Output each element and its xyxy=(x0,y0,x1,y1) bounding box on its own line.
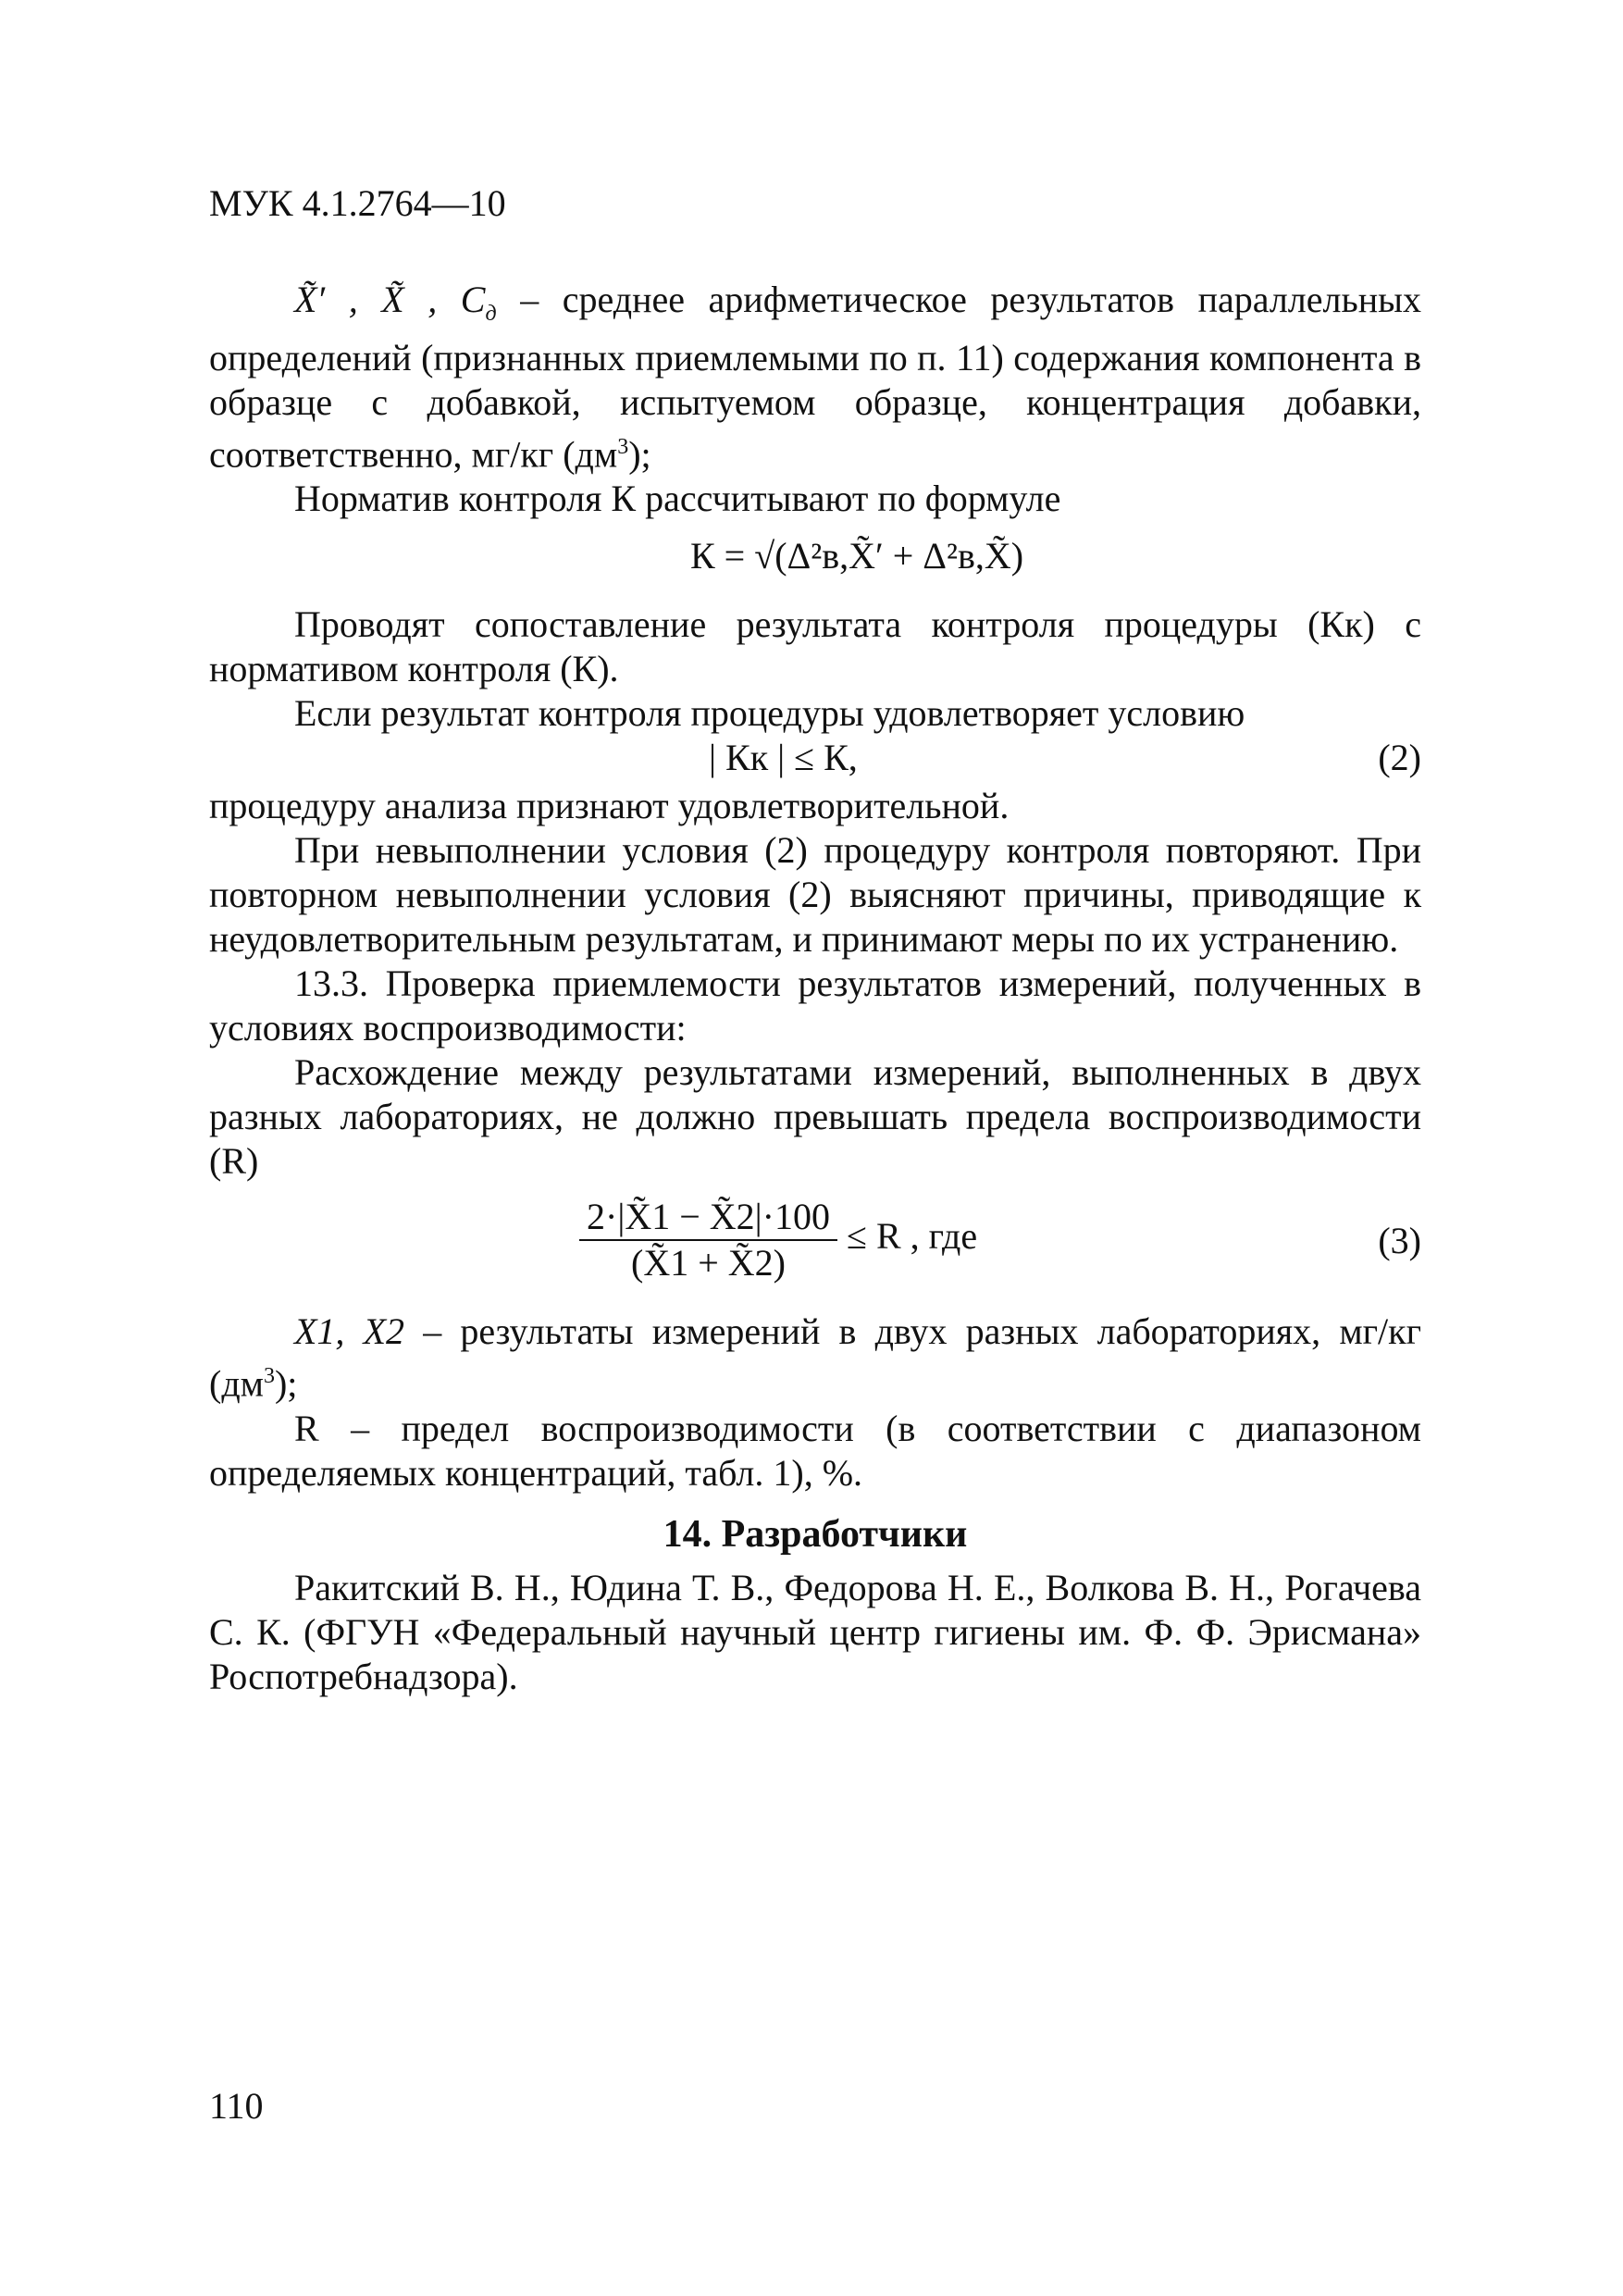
formula-3-number: (3) xyxy=(1378,1220,1421,1262)
formula-k-expression: К = √(Δ²в,X̃′ + Δ²в,X̃) xyxy=(690,535,1024,577)
x-vars-end: ); xyxy=(274,1362,298,1405)
x-vars-sup: 3 xyxy=(263,1364,275,1389)
page-number: 110 xyxy=(209,2085,264,2127)
x-vars-text: – результаты измерений в двух разных лабораториях, мг/кг (дм xyxy=(209,1310,1421,1405)
definition-end: ); xyxy=(628,433,651,476)
paragraph-r-definition: R – предел воспроизводимости (в соответствии с диапазоном определяемых концентраций, табл. 1), %. xyxy=(209,1407,1421,1494)
formula-3-rest: ≤ R , где xyxy=(847,1215,978,1258)
unit-superscript: 3 xyxy=(617,435,629,459)
paragraph-comparison: Проводят сопоставление результата контроля процедуры (Кк) с нормативом контроля (К). xyxy=(209,603,1421,690)
paragraph-repeat: При невыполнении условия (2) процедуру контроля повторяют. При повторном невыполнении условия (2) выясняют причины, приводящие к неудовлетворительным результатам, и принимают меры по их устранению. xyxy=(209,829,1421,961)
paragraph-reproducibility: Расхождение между результатами измерений, выполненных в двух разных лабораториях, не должно превышать предела воспроизводимости (R) xyxy=(209,1051,1421,1183)
x-vars: X1, X2 xyxy=(294,1310,405,1353)
formula-3-denominator: (X̃1 + X̃2) xyxy=(631,1242,786,1285)
formula-3-fraction xyxy=(579,1195,837,1285)
definition-text: – среднее арифметическое результатов параллельных определений (признанных приемлемыми по п. 11) содержания компонента в образце с добавкой, испытуемом образце, концентрация добавки, соответственно, мг/кг (дм xyxy=(209,279,1422,476)
formula-2-number: (2) xyxy=(1378,737,1421,779)
document-body xyxy=(209,278,1421,1699)
formula-k xyxy=(209,527,1421,591)
section-title-developers: 14. Разработчики xyxy=(663,1512,968,1556)
paragraph-norm-control: Норматив контроля К рассчитывают по формуле xyxy=(294,478,1061,520)
paragraph-x-vars xyxy=(209,1309,1421,1406)
paragraph-developers: Ракитский В. Н., Юдина Т. В., Федорова Н. Е., Волкова В. Н., Рогачева С. К. (ФГУН «Федеральный научный центр гигиены им. Ф. Ф. Эрисмана» Роспотребнадзора). xyxy=(209,1566,1421,1697)
paragraph-section-13-3: 13.3. Проверка приемлемости результатов измерений, полученных в условиях воспроизводимости: xyxy=(209,962,1421,1049)
formula-2 xyxy=(209,736,1421,784)
formula-3-expression xyxy=(579,1195,977,1285)
symbols: X̃′ , X̃ , C xyxy=(294,279,486,320)
paragraph-symbols-definition xyxy=(209,278,1421,477)
formula-3-numerator: 2·|X̃1 − X̃2|·100 xyxy=(579,1195,837,1241)
formula-3 xyxy=(209,1191,1421,1302)
symbol-subscript: д xyxy=(485,302,497,326)
formula-2-expression: | Кк | ≤ К, xyxy=(709,737,858,779)
paragraph-condition: Если результат контроля процедуры удовлетворяет условию xyxy=(294,692,1245,735)
document-code-header: МУК 4.1.2764—10 xyxy=(209,182,506,224)
paragraph-satisfactory: процедуру анализа признают удовлетворительной. xyxy=(209,785,1010,827)
